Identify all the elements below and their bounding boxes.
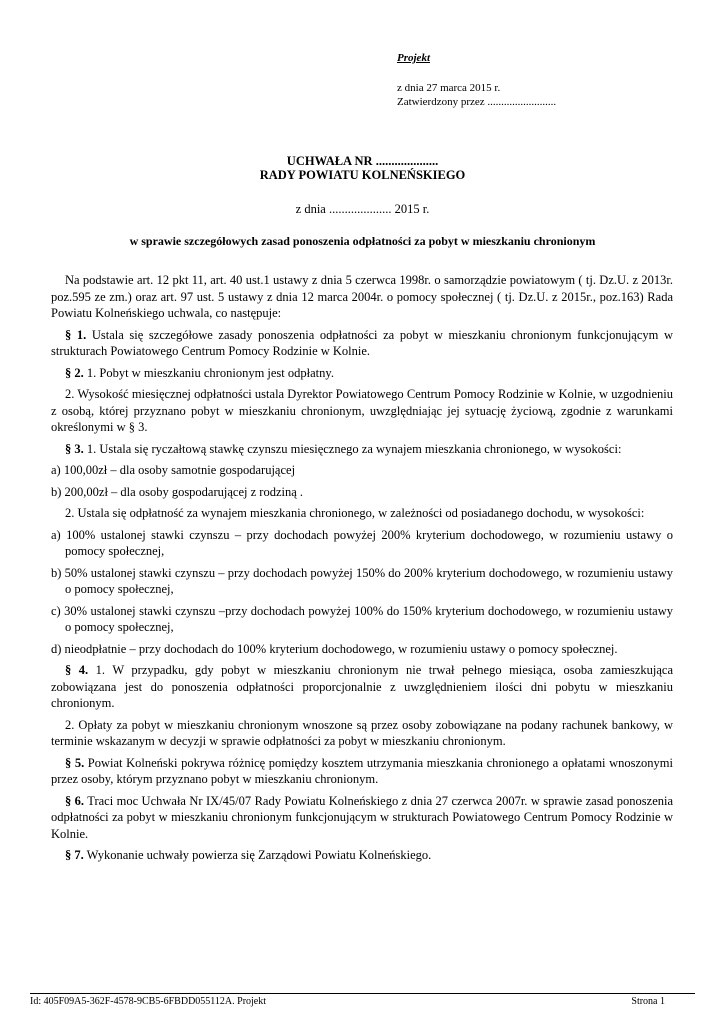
projekt-label: Projekt	[397, 52, 430, 64]
section-6	[51, 793, 673, 843]
section-5	[51, 755, 673, 788]
section-2-label: § 2.	[65, 365, 84, 380]
section-3-item-b: b) 200,00zł – dla osoby gospodarującej z rodziną .	[51, 484, 304, 499]
section-1	[51, 327, 673, 360]
section-3-text: 1. Ustala się ryczałtową stawkę czynszu miesięcznego za wynajem mieszkania chronionego, w wysokości:	[83, 441, 622, 456]
footer-page-number: Strona 1	[631, 996, 665, 1007]
section-4-label: § 4.	[65, 663, 89, 677]
section-4	[51, 662, 673, 712]
resolution-body	[51, 272, 673, 869]
footer-divider	[30, 993, 695, 994]
section-2	[51, 365, 673, 382]
section-3	[51, 441, 673, 458]
section-3-item-a: a) 100,00zł – dla osoby samotnie gospodarującej	[51, 463, 296, 477]
section-7-label: § 7.	[65, 848, 84, 862]
section-6-text: Traci moc Uchwała Nr IX/45/07 Rady Powiatu Kolneńskiego z dnia 27 czerwca 2007r. w sprawie zasad ponoszenia odpłatności za pobyt w mieszkaniu chronionym funkcjonującym w strukturach Powiatowego Centrum Pomocy Rodzinie w Kolnie.	[51, 793, 674, 841]
section-1-label: § 1.	[65, 327, 87, 342]
resolution-date: z dnia .................... 2015 r.	[295, 202, 430, 216]
section-4-point-2: 2. Opłaty za pobyt w mieszkaniu chronionym wnoszone są przez osoby zobowiązane na podany rachunek bankowy, w terminie wskazanym w decyzji w sprawie odpłatności za pobyt w mieszkaniu chronionym.	[51, 717, 673, 748]
footer-document-id: Id: 405F09A5-362F-4578-9CB5-6FBDD055112A. Projekt	[30, 996, 267, 1007]
header-date-line: z dnia 27 marca 2015 r.	[397, 82, 501, 94]
council-name: RADY POWIATU KOLNEŃSKIEGO	[259, 168, 466, 182]
section-2-point-2: 2. Wysokość miesięcznej odpłatności ustala Dyrektor Powiatowego Centrum Pomocy Rodzinie w Kolnie, w uzgodnieniu z osobą, której przyznano pobyt w mieszkaniu chronionym, uwzględniając jej sytuację życiową, zgodnie z warunkami określonymi w § 3.	[51, 387, 673, 434]
section-5-label: § 5.	[65, 755, 85, 770]
resolution-number: UCHWAŁA NR ....................	[286, 154, 439, 168]
header-approved-line: Zatwierdzony przez .........................	[397, 96, 557, 108]
section-6-label: § 6.	[65, 793, 85, 808]
resolution-subject: w sprawie szczegółowych zasad ponoszenia odpłatności za pobyt w mieszkaniu chronionym	[129, 234, 596, 248]
section-3-2-item-d: d) nieodpłatnie – przy dochodach do 100% kryterium dochodowego, w rozumieniu ustawy o pomocy społecznej.	[51, 641, 618, 656]
section-3-label: § 3.	[65, 441, 84, 456]
section-3-point-2: 2. Ustala się odpłatność za wynajem mieszkania chronionego, w zależności od posiadanego dochodu, w wysokości:	[65, 506, 645, 520]
section-2-text: 1. Pobyt w mieszkaniu chronionym jest odpłatny.	[83, 365, 334, 380]
intro-paragraph: Na podstawie art. 12 pkt 11, art. 40 ust.1 ustawy z dnia 5 czerwca 1998r. o samorządzie powiatowym ( tj. Dz.U. z 2013r. poz.595 ze zm.) oraz art. 97 ust. 5 ustawy z dnia 12 marca 2004r. o pomocy społecznej ( tj. Dz.U. z 2015r., poz.163) Rada Powiatu Kolneńskiego uchwala, co następuje:	[51, 273, 673, 320]
header-dates	[397, 81, 556, 109]
section-7-text: Wykonanie uchwały powierza się Zarządowi Powiatu Kolneńskiego.	[83, 848, 432, 862]
section-4-text: 1. W przypadku, gdy pobyt w mieszkaniu chronionym nie trwał pełnego miesiąca, osoba zamieszkująca zobowiązana jest do ponoszenia odpłatności proporcjonalnie z uwzględnieniem ilości dni pobytu w mieszkaniu chronionym.	[51, 663, 674, 710]
section-3-2-item-c: c) 30% ustalonej stawki czynszu –przy dochodach powyżej 100% do 150% kryterium dochodowego, w rozumieniu ustawy o pomocy społecznej,	[51, 603, 673, 634]
section-7	[51, 847, 673, 864]
section-5-text: Powiat Kolneński pokrywa różnicę pomiędzy kosztem utrzymania mieszkania chronionego a opłatami wnoszonymi przez osoby, którym przyznano pobyt w mieszkaniu chronionym.	[51, 755, 673, 786]
section-3-2-item-a: a) 100% ustalonej stawki czynszu – przy dochodach powyżej 200% kryterium dochodowego, w rozumieniu ustawy o pomocy społecznej,	[51, 527, 673, 558]
section-1-text: Ustala się szczegółowe zasady ponoszenia odpłatności za pobyt w mieszkaniu chronionym funkcjonującym w strukturach Powiatowego Centrum Pomocy Rodzinie w Kolnie.	[51, 327, 674, 358]
section-3-2-item-b: b) 50% ustalonej stawki czynszu – przy dochodach powyżej 150% do 200% kryterium dochodowego, w rozumieniu ustawy o pomocy społecznej,	[51, 565, 673, 596]
